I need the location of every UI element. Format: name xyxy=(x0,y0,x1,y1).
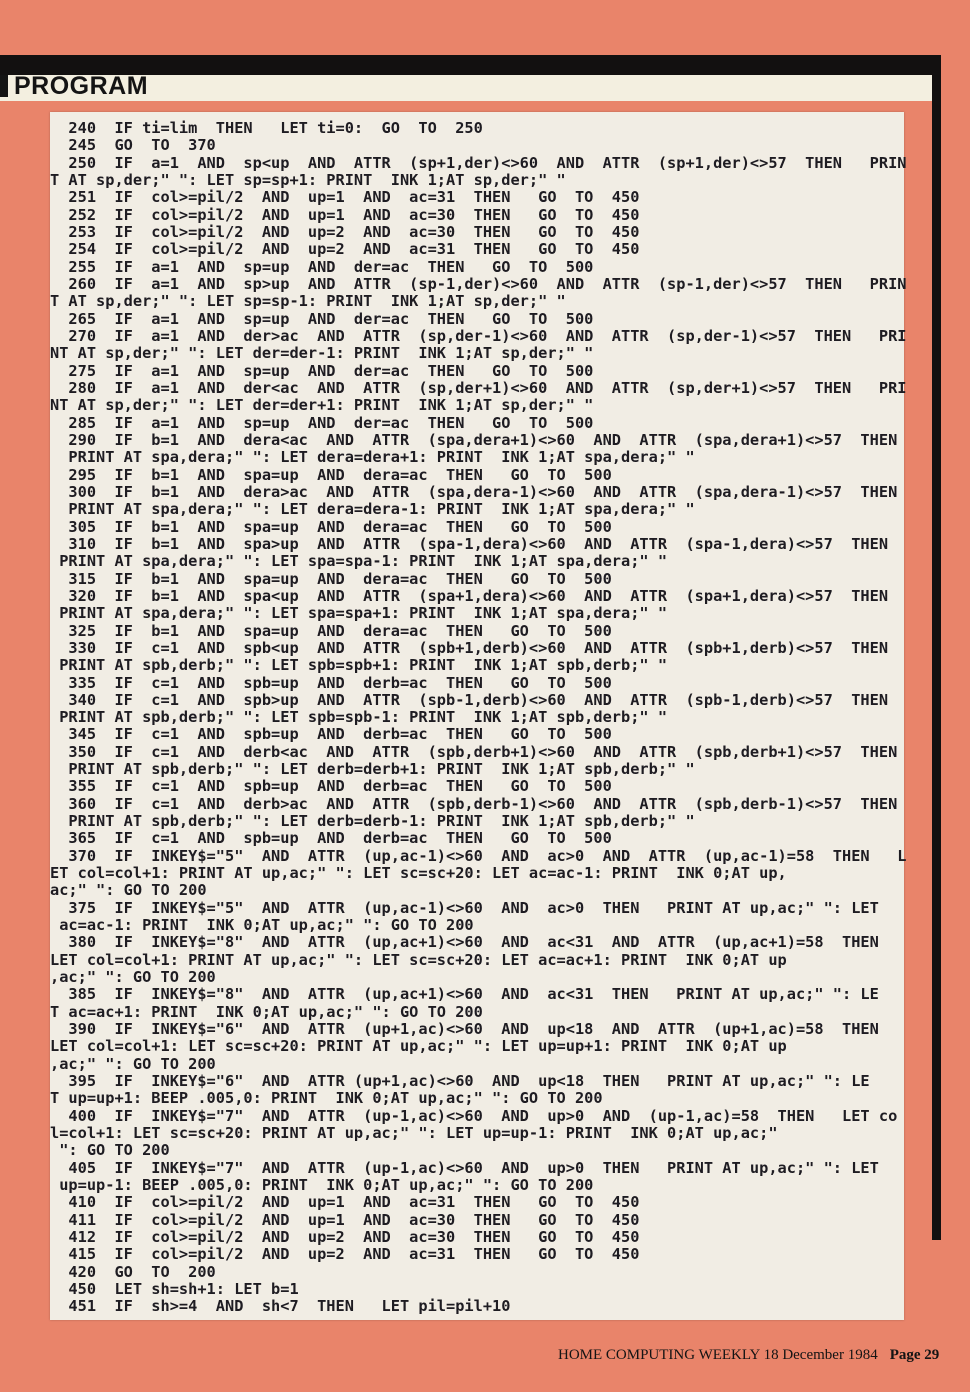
code-line: T AT sp,der;" ": LET sp=sp-1: PRINT INK 1;AT sp,der;" " xyxy=(50,292,566,311)
code-line: 250 IF a=1 AND sp<up AND ATTR (sp+1,der)<>60 AND ATTR (sp+1,der)<>57 THEN PRIN xyxy=(50,153,907,172)
code-line: PRINT AT spb,derb;" ": LET spb=spb-1: PRINT INK 1;AT spb,derb;" " xyxy=(50,708,668,727)
code-line: ": GO TO 200 xyxy=(50,1141,170,1160)
code-line: ac;" ": GO TO 200 xyxy=(50,881,207,900)
code-line: 355 IF c=1 AND spb=up AND derb=ac THEN GO TO 500 xyxy=(50,777,612,796)
page-footer xyxy=(558,1347,939,1365)
code-line: 350 IF c=1 AND derb<ac AND ATTR (spb,derb+1)<>60 AND ATTR (spb,derb+1)<>57 THEN xyxy=(50,742,898,761)
listing-paper xyxy=(50,112,907,1320)
code-line: 365 IF c=1 AND spb=up AND derb=ac THEN GO TO 500 xyxy=(50,829,612,848)
code-line: PRINT AT spb,derb;" ": LET derb=derb+1: PRINT INK 1;AT spb,derb;" " xyxy=(50,760,695,779)
code-line: T AT sp,der;" ": LET sp=sp+1: PRINT INK 1;AT sp,der;" " xyxy=(50,170,566,189)
code-line: 270 IF a=1 AND der>ac AND ATTR (sp,der-1)<>60 AND ATTR (sp,der-1)<>57 THEN PRI xyxy=(50,326,907,345)
code-line: 285 IF a=1 AND sp=up AND der=ac THEN GO TO 500 xyxy=(50,413,594,432)
code-line: T up=up+1: BEEP .005,0: PRINT INK 0;AT up,ac;" ": GO TO 200 xyxy=(50,1089,603,1108)
code-line: 330 IF c=1 AND spb<up AND ATTR (spb+1,derb)<>60 AND ATTR (spb+1,derb)<>57 THEN xyxy=(50,638,889,657)
code-line: NT AT sp,der;" ": LET der=der-1: PRINT INK 1;AT sp,der;" " xyxy=(50,344,594,363)
code-line: 415 IF col>=pil/2 AND up=2 AND ac=31 THEN GO TO 450 xyxy=(50,1245,640,1264)
code-line: 335 IF c=1 AND spb=up AND derb=ac THEN GO TO 500 xyxy=(50,673,612,692)
code-line: 325 IF b=1 AND spa=up AND dera=ac THEN GO TO 500 xyxy=(50,621,612,640)
code-line: 320 IF b=1 AND spa<up AND ATTR (spa+1,dera)<>60 AND ATTR (spa+1,dera)<>57 THEN xyxy=(50,586,889,605)
code-line: PRINT AT spa,dera;" ": LET dera=dera-1: PRINT INK 1;AT spa,dera;" " xyxy=(50,500,695,519)
footer-publication: HOME COMPUTING WEEKLY 18 December 1984 xyxy=(558,1347,878,1363)
code-line: 315 IF b=1 AND spa=up AND dera=ac THEN GO TO 500 xyxy=(50,569,612,588)
code-line: 245 GO TO 370 xyxy=(50,136,216,155)
code-line: l=col+1: LET sc=sc+20: PRINT AT up,ac;" ": LET up=up-1: PRINT INK 0;AT up,ac;" xyxy=(50,1124,778,1143)
code-line: 290 IF b=1 AND dera<ac AND ATTR (spa,dera+1)<>60 AND ATTR (spa,dera+1)<>57 THEN xyxy=(50,430,898,449)
code-line: 275 IF a=1 AND sp=up AND der=ac THEN GO TO 500 xyxy=(50,361,594,380)
section-title xyxy=(0,72,148,101)
code-line: 410 IF col>=pil/2 AND up=1 AND ac=31 THEN GO TO 450 xyxy=(50,1193,640,1212)
code-line: LET col=col+1: PRINT AT up,ac;" ": LET sc=sc+20: LET ac=ac+1: PRINT INK 0;AT up xyxy=(50,950,787,969)
code-line: up=up-1: BEEP .005,0: PRINT INK 0;AT up,ac;" ": GO TO 200 xyxy=(50,1176,594,1195)
code-line: 340 IF c=1 AND spb>up AND ATTR (spb-1,derb)<>60 AND ATTR (spb-1,derb)<>57 THEN xyxy=(50,690,889,709)
code-line: 411 IF col>=pil/2 AND up=1 AND ac=30 THEN GO TO 450 xyxy=(50,1210,640,1229)
code-line: 400 IF INKEY$="7" AND ATTR (up-1,ac)<>60 AND up>0 AND (up-1,ac)=58 THEN LET co xyxy=(50,1106,898,1125)
code-line: 251 IF col>=pil/2 AND up=1 AND ac=31 THEN GO TO 450 xyxy=(50,188,640,207)
program-listing xyxy=(50,119,907,1316)
code-line: 370 IF INKEY$="5" AND ATTR (up,ac-1)<>60 AND ac>0 AND ATTR (up,ac-1)=58 THEN L xyxy=(50,846,907,865)
footer-page-number: Page 29 xyxy=(889,1347,940,1363)
code-line: 375 IF INKEY$="5" AND ATTR (up,ac-1)<>60 AND ac>0 THEN PRINT AT up,ac;" ": LET xyxy=(50,898,879,917)
code-line: 412 IF col>=pil/2 AND up=2 AND ac=30 THEN GO TO 450 xyxy=(50,1228,640,1246)
code-line: 380 IF INKEY$="8" AND ATTR (up,ac+1)<>60 AND ac<31 AND ATTR (up,ac+1)=58 THEN xyxy=(50,933,879,952)
code-line: 360 IF c=1 AND derb>ac AND ATTR (spb,derb-1)<>60 AND ATTR (spb,derb-1)<>57 THEN xyxy=(50,794,898,813)
code-line: 280 IF a=1 AND der<ac AND ATTR (sp,der+1)<>60 AND ATTR (sp,der+1)<>57 THEN PRI xyxy=(50,378,907,397)
code-line: ,ac;" ": GO TO 200 xyxy=(50,1054,216,1073)
title-bar-mark xyxy=(0,75,8,97)
section-title-text: PROGRAM xyxy=(14,72,149,100)
code-line: 451 IF sh>=4 AND sh<7 THEN LET pil=pil+10 xyxy=(50,1297,511,1316)
code-line: 390 IF INKEY$="6" AND ATTR (up+1,ac)<>60 AND up<18 AND ATTR (up+1,ac)=58 THEN xyxy=(50,1020,879,1039)
code-line: 345 IF c=1 AND spb=up AND derb=ac THEN GO TO 500 xyxy=(50,725,612,744)
code-line: 255 IF a=1 AND sp=up AND der=ac THEN GO TO 500 xyxy=(50,257,594,276)
code-line: 254 IF col>=pil/2 AND up=2 AND ac=31 THEN GO TO 450 xyxy=(50,240,640,259)
code-line: 300 IF b=1 AND dera>ac AND ATTR (spa,dera-1)<>60 AND ATTR (spa,dera-1)<>57 THEN xyxy=(50,482,898,501)
code-line: 295 IF b=1 AND spa=up AND dera=ac THEN GO TO 500 xyxy=(50,465,612,484)
code-line: PRINT AT spa,dera;" ": LET spa=spa+1: PRINT INK 1;AT spa,dera;" " xyxy=(50,604,668,623)
code-line: ET col=col+1: PRINT AT up,ac;" ": LET sc=sc+20: LET ac=ac-1: PRINT INK 0;AT up, xyxy=(50,864,787,883)
code-line: PRINT AT spb,derb;" ": LET spb=spb+1: PRINT INK 1;AT spb,derb;" " xyxy=(50,656,668,675)
code-line: PRINT AT spa,dera;" ": LET spa=spa-1: PRINT INK 1;AT spa,dera;" " xyxy=(50,552,668,571)
code-line: 305 IF b=1 AND spa=up AND dera=ac THEN GO TO 500 xyxy=(50,517,612,536)
code-line: PRINT AT spa,dera;" ": LET dera=dera+1: PRINT INK 1;AT spa,dera;" " xyxy=(50,448,695,467)
code-line: 405 IF INKEY$="7" AND ATTR (up-1,ac)<>60 AND up>0 THEN PRINT AT up,ac;" ": LET xyxy=(50,1158,879,1177)
code-line: ac=ac-1: PRINT INK 0;AT up,ac;" ": GO TO 200 xyxy=(50,916,474,935)
code-line: ,ac;" ": GO TO 200 xyxy=(50,968,216,987)
code-line: 450 LET sh=sh+1: LET b=1 xyxy=(50,1279,299,1298)
code-line: NT AT sp,der;" ": LET der=der+1: PRINT INK 1;AT sp,der;" " xyxy=(50,396,594,415)
code-line: 265 IF a=1 AND sp=up AND der=ac THEN GO TO 500 xyxy=(50,309,594,328)
code-line: T ac=ac+1: PRINT INK 0;AT up,ac;" ": GO TO 200 xyxy=(50,1002,483,1021)
code-line: 253 IF col>=pil/2 AND up=2 AND ac=30 THEN GO TO 450 xyxy=(50,222,640,241)
code-line: 385 IF INKEY$="8" AND ATTR (up,ac+1)<>60 AND ac<31 THEN PRINT AT up,ac;" ": LE xyxy=(50,985,879,1004)
code-line: 310 IF b=1 AND spa>up AND ATTR (spa-1,dera)<>60 AND ATTR (spa-1,dera)<>57 THEN xyxy=(50,534,889,553)
code-line: 395 IF INKEY$="6" AND ATTR (up+1,ac)<>60 AND up<18 THEN PRINT AT up,ac;" ": LE xyxy=(50,1072,870,1091)
code-line: PRINT AT spb,derb;" ": LET derb=derb-1: PRINT INK 1;AT spb,derb;" " xyxy=(50,812,695,831)
code-line: 420 GO TO 200 xyxy=(50,1262,216,1281)
code-line: LET col=col+1: LET sc=sc+20: PRINT AT up,ac;" ": LET up=up+1: PRINT INK 0;AT up xyxy=(50,1037,787,1056)
code-line: 260 IF a=1 AND sp>up AND ATTR (sp-1,der)<>60 AND ATTR (sp-1,der)<>57 THEN PRIN xyxy=(50,274,907,293)
right-black-rule xyxy=(932,55,941,1240)
code-line: 252 IF col>=pil/2 AND up=1 AND ac=30 THEN GO TO 450 xyxy=(50,205,640,224)
code-line: 240 IF ti=lim THEN LET ti=0: GO TO 250 xyxy=(50,119,483,137)
